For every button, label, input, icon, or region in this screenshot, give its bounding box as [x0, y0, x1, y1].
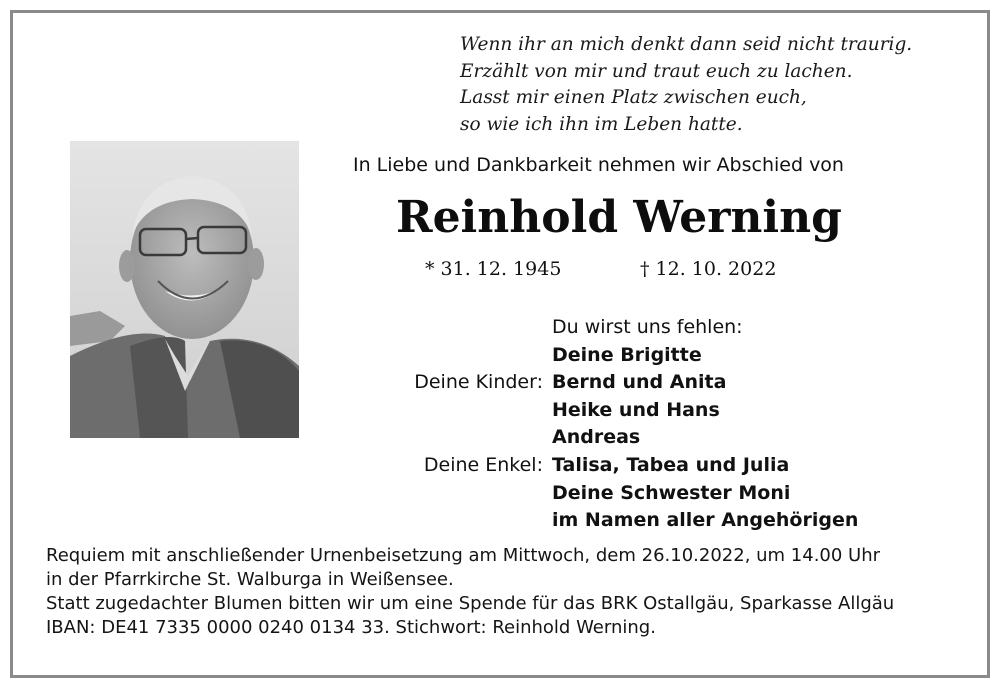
- mourner-value: Talisa, Tabea und Julia: [552, 453, 790, 476]
- mourner-row: [0, 480, 1000, 508]
- footer-line: in der Pfarrkirche St. Walburga in Weißensee.: [46, 569, 454, 590]
- poem-line: Wenn ihr an mich denkt dann seid nicht traurig.: [460, 34, 913, 55]
- mourner-value: Du wirst uns fehlen:: [552, 316, 743, 338]
- service-details: [46, 544, 894, 640]
- mourner-value: Heike und Hans: [552, 398, 720, 421]
- footer-line: Statt zugedachter Blumen bitten wir um eine Spende für das BRK Ostallgäu, Sparkasse Allgäu: [46, 593, 895, 614]
- mourner-row: [0, 424, 1000, 452]
- mourner-value: Deine Brigitte: [552, 343, 702, 366]
- birth-date: * 31. 12. 1945: [425, 258, 562, 280]
- mourner-row: [0, 397, 1000, 425]
- mourner-row: [0, 507, 1000, 535]
- poem: [460, 32, 912, 138]
- mourner-row: [0, 342, 1000, 370]
- poem-line: so wie ich ihn im Leben hatte.: [460, 113, 743, 135]
- deceased-name: Reinhold Werning: [396, 192, 842, 243]
- mourner-row: [0, 452, 1000, 480]
- mourner-value: Bernd und Anita: [552, 371, 727, 394]
- poem-line: Lasst mir einen Platz zwischen euch,: [460, 87, 807, 108]
- mourner-value: im Namen aller Angehörigen: [552, 509, 859, 532]
- mourner-row: [0, 369, 1000, 397]
- mourner-label: Deine Enkel:: [423, 453, 543, 476]
- farewell-intro: In Liebe und Dankbarkeit nehmen wir Abschied von: [353, 154, 844, 176]
- mourner-label: Deine Kinder:: [414, 371, 543, 394]
- mourner-value: Deine Schwester Moni: [552, 481, 791, 504]
- poem-line: Erzählt von mir und traut euch zu lachen.: [460, 60, 853, 82]
- mourner-value: Andreas: [552, 426, 641, 449]
- footer-line: IBAN: DE41 7335 0000 0240 0134 33. Stichwort: Reinhold Werning.: [46, 617, 656, 638]
- footer-line: Requiem mit anschließender Urnenbeisetzung am Mittwoch, dem 26.10.2022, um 14.00 Uhr: [46, 545, 881, 566]
- mourner-row: [0, 314, 1000, 342]
- mourners-list: [0, 314, 1000, 535]
- death-date: † 12. 10. 2022: [640, 258, 777, 280]
